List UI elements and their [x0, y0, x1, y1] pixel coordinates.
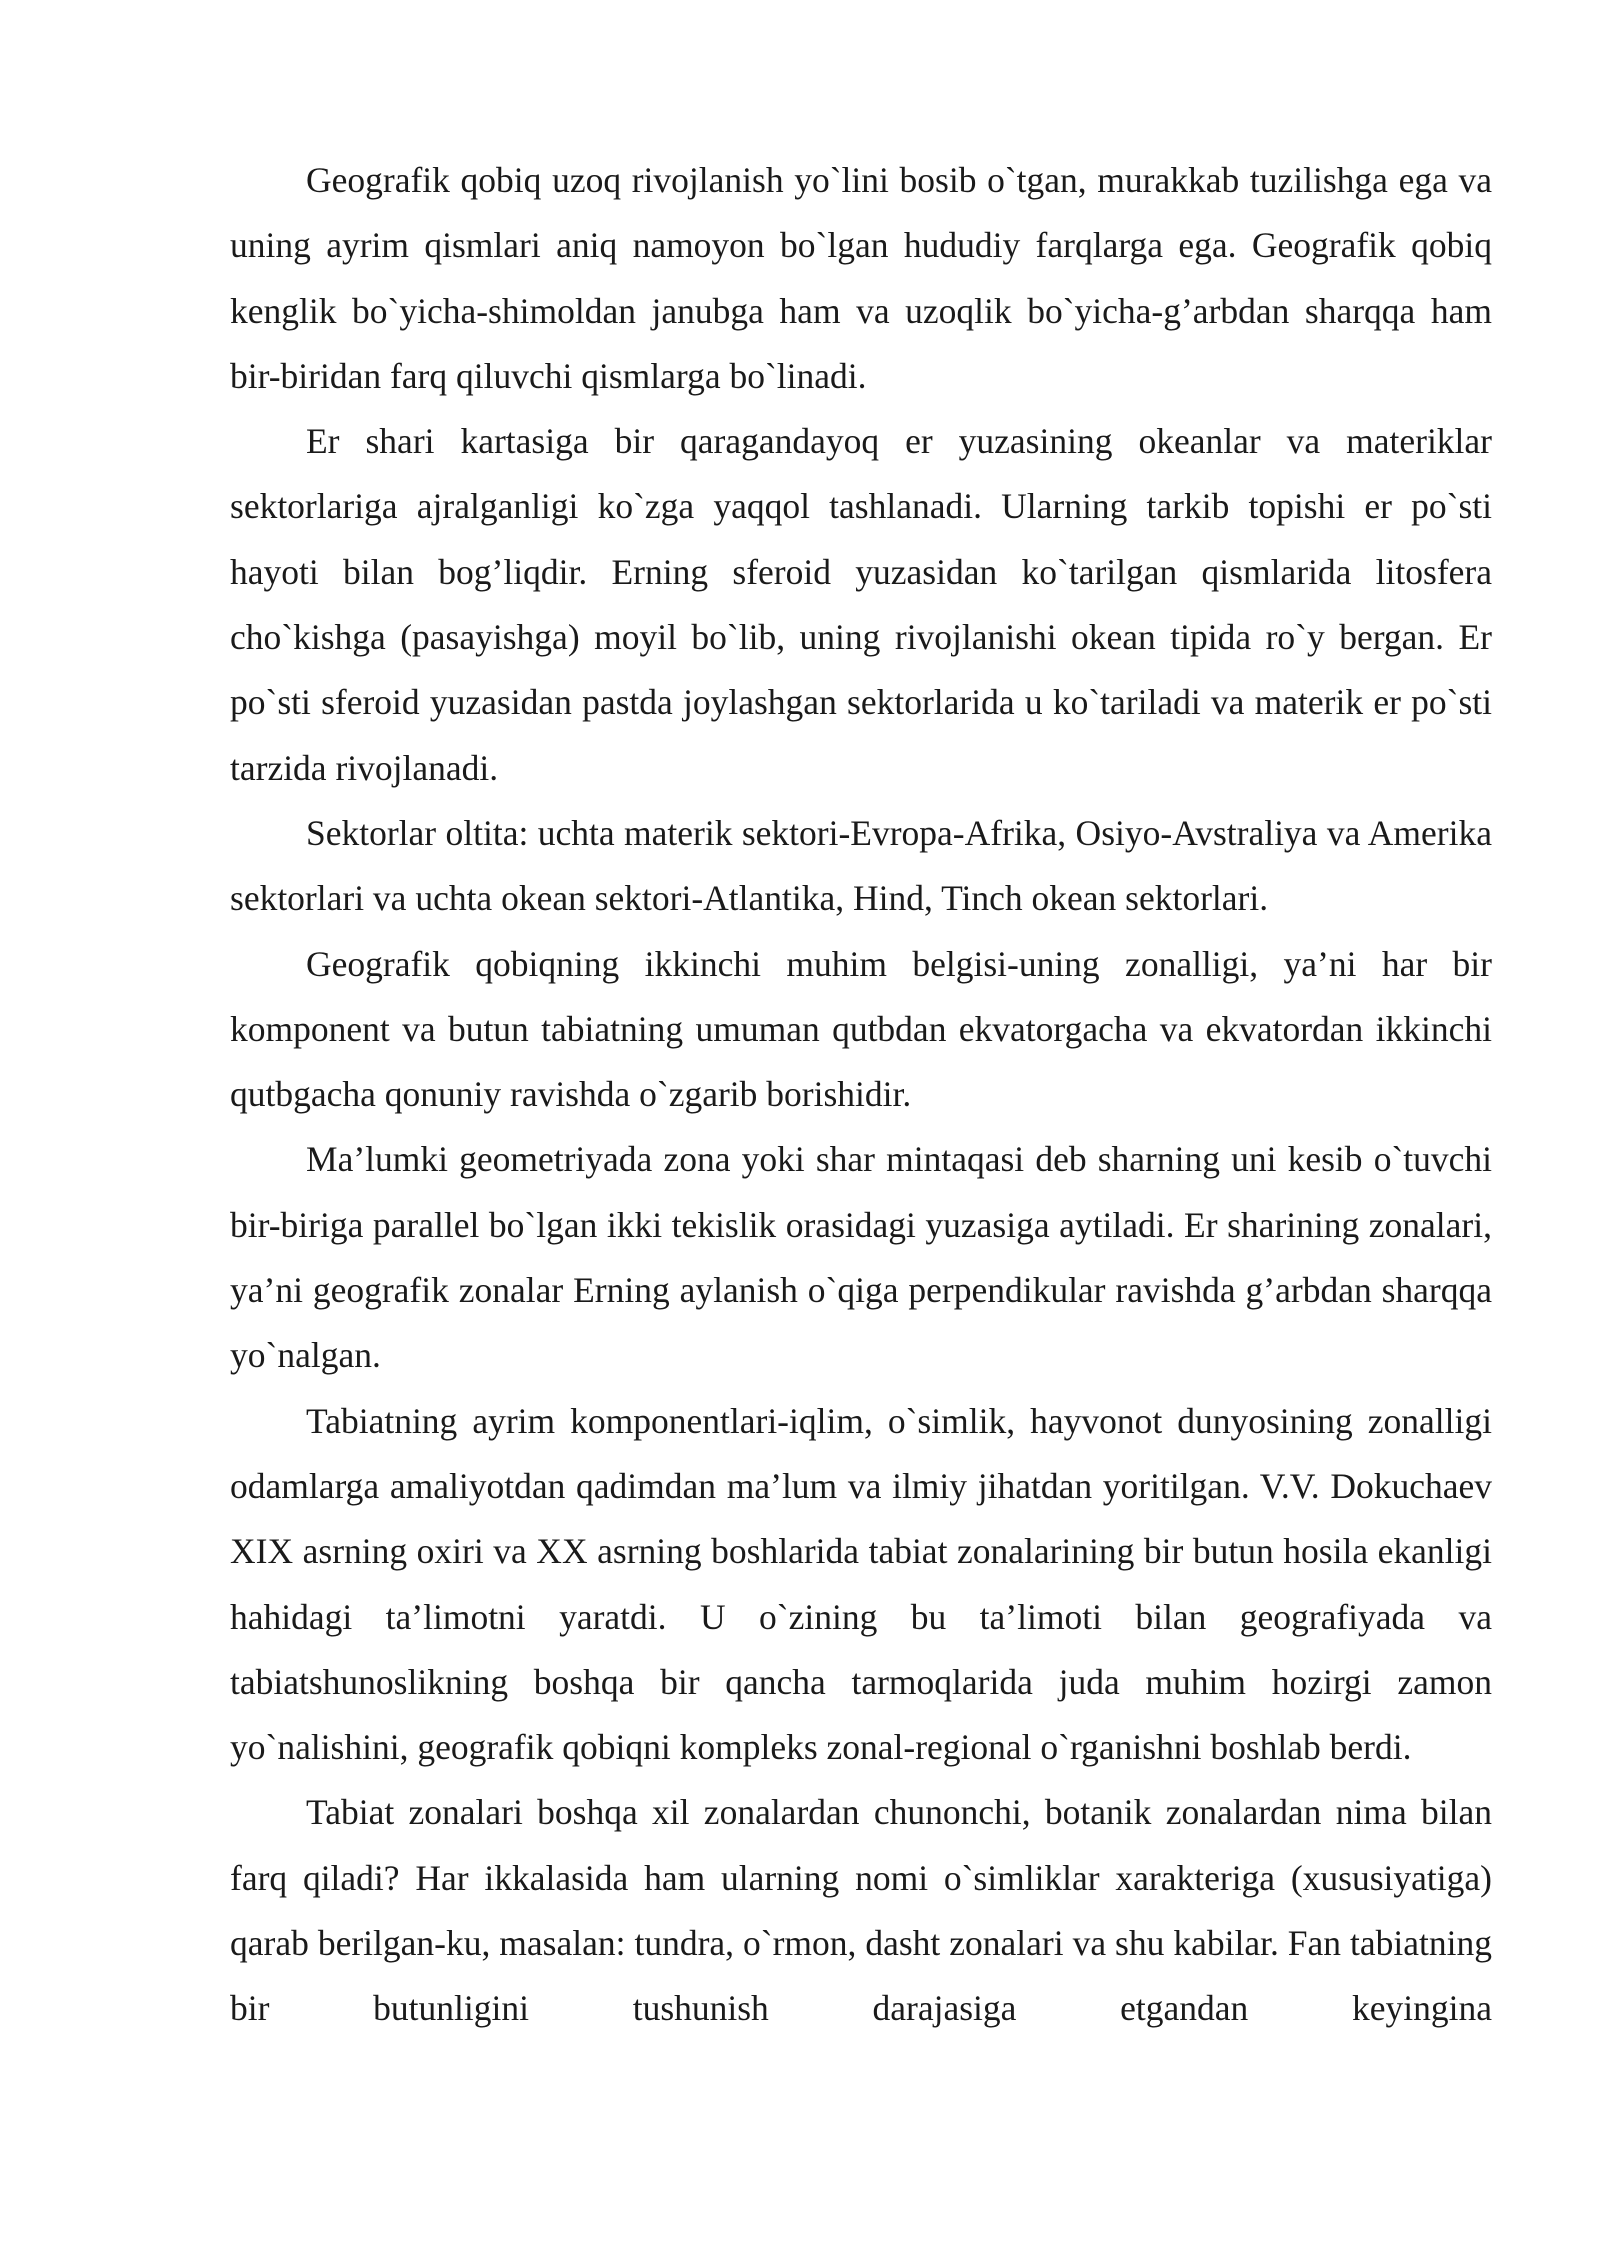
paragraph: Geografik qobiqning ikkinchi muhim belgisi-uning zonalligi, ya’ni har bir komponent va butun tabiatning umuman qutbdan ekvatorgacha va ekvatordan ikkinchi qutbgacha qonuniy ravishda o`zgarib borishidir.: [230, 943, 1492, 1115]
paragraph: Sektorlar oltita: uchta materik sektori-Evropa-Afrika, Osiyo-Avstraliya va Amerika sektorlari va uchta okean sektori-Atlantika, Hind, Tinch okean sektorlari.: [230, 812, 1492, 919]
paragraph: Ma’lumki geometriyada zona yoki shar mintaqasi deb sharning uni kesib o`tuvchi bir-biriga parallel bo`lgan ikki tekislik orasidagi yuzasiga aytiladi. Er sharining zonalari, ya’ni geografik zonalar Erning aylanish o`qiga perpendikular ravishda g’arbdan sharqqa yo`nalgan.: [230, 1139, 1492, 1376]
paragraph: Tabiat zonalari boshqa xil zonalardan chunonchi, botanik zonalardan nima bilan farq qiladi? Har ikkalasida ham ularning nomi o`simliklar xarakteriga (xususiyatiga) qarab berilgan-ku, masalan: tundra, o`rmon, dasht zonalari va shu kabilar. Fan tabiatning bir butunligini tushunish darajasiga etgandan keyingina: [230, 1792, 1492, 2029]
paragraph: Er shari kartasiga bir qaragandayoq er yuzasining okeanlar va materiklar sektorlariga ajralganligi ko`zga yaqqol tashlanadi. Ularning tarkib topishi er po`sti hayoti bilan bog’liqdir. Erning sferoid yuzasidan ko`tarilgan qismlarida litosfera cho`kishga (pasayishga) moyil bo`lib, uning rivojlanishi okean tipida ro`y bergan. Er po`sti sferoid yuzasidan pastda joylashgan sektorlarida u ko`tariladi va materik er po`sti tarzida rivojlanadi.: [230, 421, 1492, 788]
paragraph: Tabiatning ayrim komponentlari-iqlim, o`simlik, hayvonot dunyosining zonalligi odamlarga amaliyotdan qadimdan ma’lum va ilmiy jihatdan yoritilgan. V.V. Dokuchaev XIX asrning oxiri va XX asrning boshlarida tabiat zonalarining bir butun hosila ekanligi hahidagi ta’limotni yaratdi. U o`zining bu ta’limoti bilan geografiyada va tabiatshunoslikning boshqa bir qancha tarmoqlarida juda muhim hozirgi zamon yo`nalishini, geografik qobiqni kompleks zonal-regional o`rganishni boshlab berdi.: [230, 1400, 1492, 1768]
document-page: [230, 148, 1492, 2042]
paragraph: Geografik qobiq uzoq rivojlanish yo`lini bosib o`tgan, murakkab tuzilishga ega va uning ayrim qismlari aniq namoyon bo`lgan hududiy farqlarga ega. Geografik qobiq kenglik bo`yicha-shimoldan janubga ham va uzoqlik bo`yicha-g’arbdan sharqqa ham bir-biridan farq qiluvchi qismlarga bo`linadi.: [230, 160, 1492, 396]
